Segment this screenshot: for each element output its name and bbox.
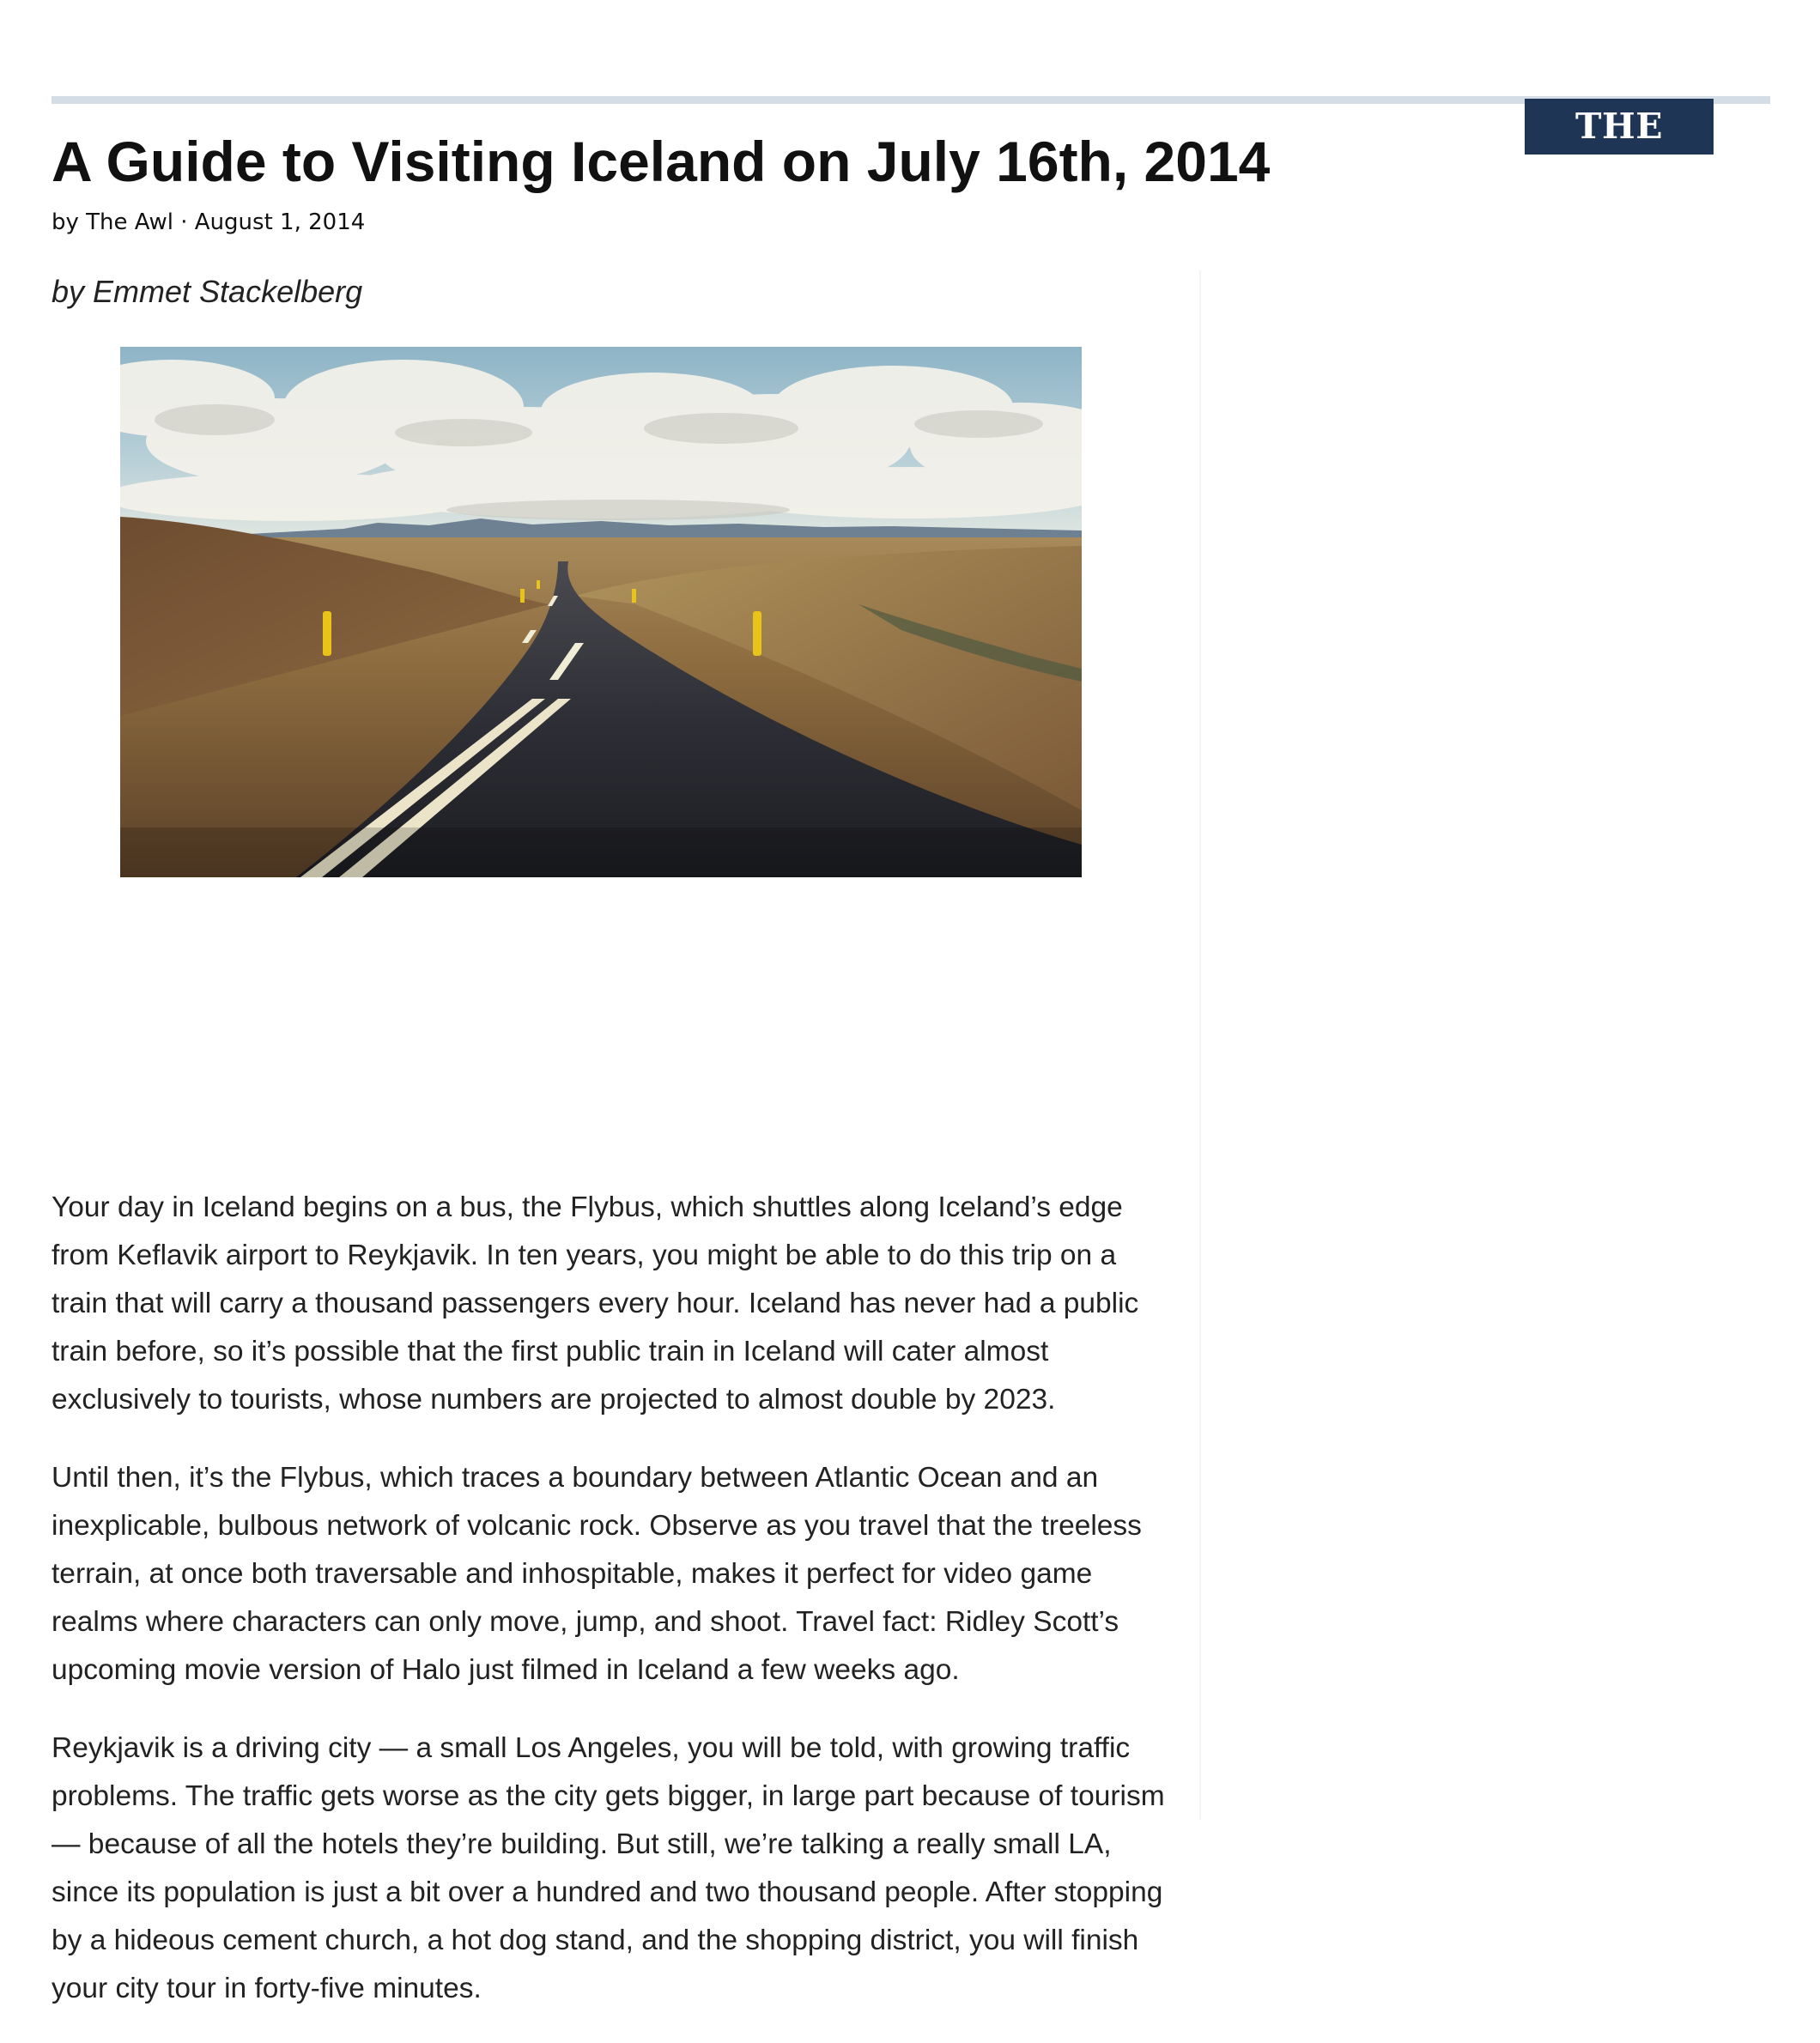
hero-image-iceland-road bbox=[120, 347, 1082, 877]
article-body bbox=[52, 270, 1165, 2004]
article-title: A Guide to Visiting Iceland on July 16th, 2014 bbox=[52, 130, 1271, 193]
header-rule bbox=[52, 96, 1770, 104]
paragraph-3: Reykjavik is a driving city — a small Los Angeles, you will be told, with growing traffic problems. The traffic gets worse as the city gets bigger, in large part because of tourism — because of all the hotels they’re building. But still, we’re talking a really small LA, since its population is just a bit over a hundred and two thousand people. After stopping by a hideous cement church, a hot dog stand, and the shopping district, you will finish your city tour in forty-five minutes. bbox=[52, 1732, 1165, 2004]
article-paragraphs bbox=[52, 1184, 1168, 2043]
author-byline: by Emmet Stackelberg bbox=[52, 274, 363, 309]
sidebar-divider bbox=[1199, 270, 1201, 1820]
paragraph-2: Until then, it’s the Flybus, which traces a boundary between Atlantic Ocean and an inexplicable, bulbous network of volcanic rock. Observe as you travel that the treeless terrain, at once both traversable and inhospitable, makes it perfect for video game realms where characters can only move, jump, and shoot. Travel fact: Ridley Scott’s upcoming movie version of Halo just filmed in Iceland a few weeks ago. bbox=[52, 1462, 1142, 1686]
paragraph-1: Your day in Iceland begins on a bus, the Flybus, which shuttles along Iceland’s edge from Keflavik airport to Reykjavik. In ten years, you might be able to do this trip on a train that will carry a thousand passengers every hour. Iceland has never had a public train before, so it’s possible that the first public train in Iceland will cater almost exclusively to tourists, whose numbers are projected to almost double by 2023. bbox=[52, 1191, 1139, 1416]
article-meta: by The Awl · August 1, 2014 bbox=[52, 209, 366, 235]
site-logo[interactable]: THE AWL bbox=[1525, 99, 1714, 155]
